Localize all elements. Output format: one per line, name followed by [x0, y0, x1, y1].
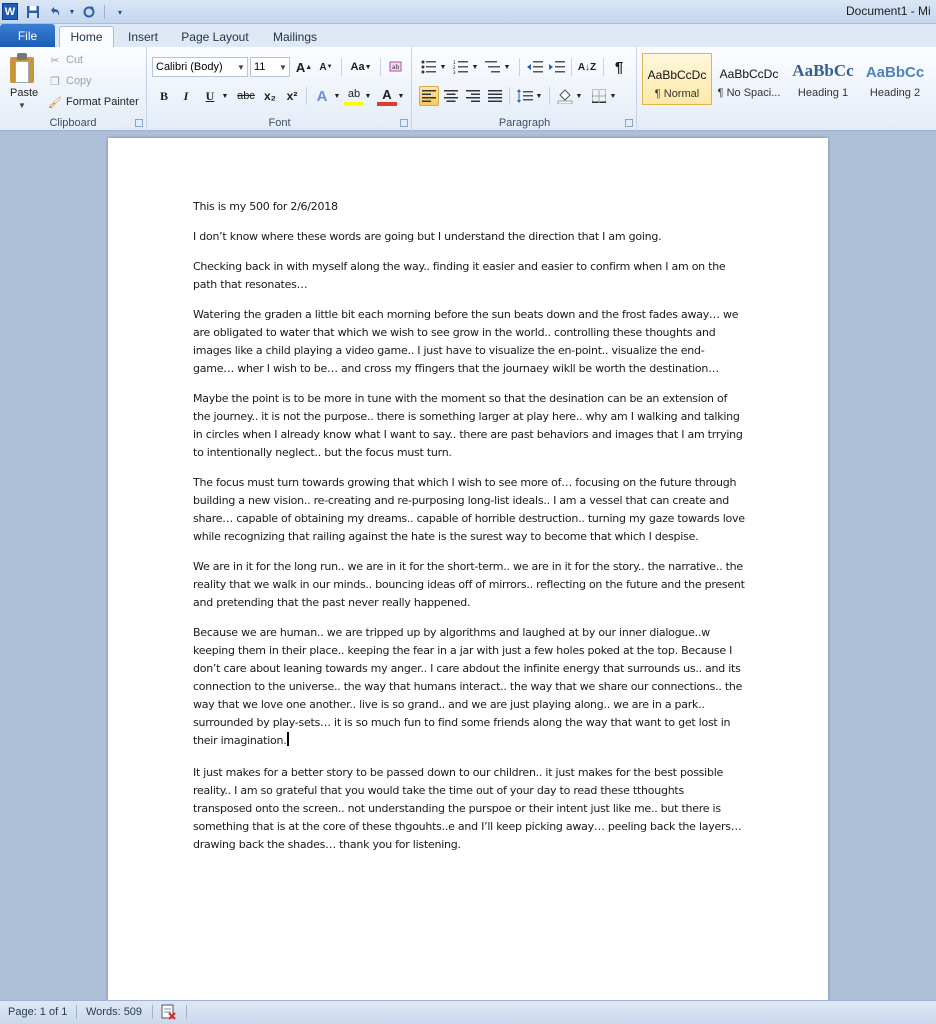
- justify-icon[interactable]: [485, 86, 505, 106]
- numbering-icon[interactable]: [451, 57, 471, 77]
- clipboard-launcher-icon[interactable]: [135, 119, 143, 127]
- chevron-down-icon: ▼: [237, 62, 245, 72]
- italic-button[interactable]: I: [183, 88, 189, 103]
- paragraph-separator: [571, 58, 572, 76]
- style-heading-2[interactable]: [860, 53, 930, 105]
- style-name: Heading 1: [797, 87, 849, 99]
- status-separator: [152, 1005, 153, 1019]
- copy-icon: ❐: [50, 75, 60, 88]
- document-paragraph[interactable]: Checking back in with myself along the way.. finding it easier and easier to confirm when I am on the path that resonates…: [193, 260, 726, 291]
- ribbon-tabs: [0, 24, 936, 47]
- multilevel-list-icon[interactable]: [483, 57, 503, 77]
- paragraph-separator: [603, 58, 604, 76]
- format-painter-label: Format Painter: [66, 96, 139, 108]
- document-page[interactable]: [108, 138, 828, 1000]
- show-formatting-button[interactable]: ¶: [614, 58, 624, 76]
- document-paragraph[interactable]: Watering the graden a little bit each morning before the sun beats down and the frost fades away… we are obligated to water that which we wish to see grow in the world.. controlling these thoughts and images like a child playing a video game.. I just have to visualize the en-point.. visualize the end-game… wher I wish to be… and cross my ffingers that the journaey wikll be worth the destination…: [193, 308, 739, 375]
- paragraph-launcher-icon[interactable]: [625, 119, 633, 127]
- strikethrough-button[interactable]: abc: [237, 90, 255, 102]
- text-cursor: [287, 732, 289, 746]
- style-sample: AaBbCcDc: [647, 68, 707, 82]
- font-color-dropdown-icon[interactable]: ▼: [397, 92, 405, 100]
- sort-button[interactable]: A↓Z: [577, 61, 597, 73]
- paste-button[interactable]: Paste: [10, 87, 39, 99]
- proofing-icon[interactable]: [160, 1004, 178, 1020]
- highlight-button[interactable]: ab: [344, 86, 364, 106]
- borders-icon[interactable]: [589, 86, 609, 106]
- document-area[interactable]: [0, 132, 936, 1000]
- font-group-label: Font: [268, 117, 291, 129]
- copy-label: Copy: [66, 75, 92, 87]
- decrease-indent-icon[interactable]: [525, 57, 545, 77]
- title-bar: [0, 0, 936, 24]
- bullets-dropdown-icon[interactable]: ▼: [439, 63, 447, 71]
- underline-dropdown-icon[interactable]: ▼: [221, 92, 229, 100]
- paragraph-group: [413, 47, 637, 131]
- clipboard-group-label: Clipboard: [49, 117, 97, 129]
- tab-home[interactable]: Home: [59, 26, 114, 47]
- document-paragraph[interactable]: I don’t know where these words are going but I understand the direction that I am going.: [193, 230, 662, 243]
- word-app-icon[interactable]: W: [2, 3, 18, 20]
- styles-gallery: [642, 53, 936, 105]
- font-family-select[interactable]: [152, 57, 248, 77]
- align-center-icon[interactable]: [441, 86, 461, 106]
- font-separator: [306, 87, 307, 105]
- document-paragraph[interactable]: Maybe the point is to be more in tune with the moment so that the desination can be an extension of the journey.. it is not the purpose.. there is something larger at play here.. why am I walking and talking in circles when I already know what I want to say.. there are past behaviors and images that I am trrying to intentionally neglect.. but the focus must turn.: [193, 392, 743, 459]
- paragraph-group-label: Paragraph: [498, 117, 551, 129]
- grow-font-button[interactable]: A ▲: [295, 59, 313, 75]
- clipboard-group: [0, 47, 147, 131]
- numbering-dropdown-icon[interactable]: ▼: [471, 63, 479, 71]
- underline-button[interactable]: U: [205, 88, 215, 103]
- paragraph-separator: [509, 87, 510, 105]
- font-size-select[interactable]: [250, 57, 290, 77]
- svg-text:2: 2: [453, 65, 456, 70]
- highlight-dropdown-icon[interactable]: ▼: [364, 92, 372, 100]
- multilevel-dropdown-icon[interactable]: ▼: [503, 63, 511, 71]
- shrink-font-button[interactable]: A ▼: [319, 61, 333, 73]
- font-separator: [341, 58, 342, 76]
- format-painter-button[interactable]: [48, 93, 139, 111]
- tab-file[interactable]: File: [0, 24, 55, 47]
- font-launcher-icon[interactable]: [400, 119, 408, 127]
- style-name: ¶ No Spaci...: [717, 87, 781, 99]
- svg-text:1: 1: [453, 60, 456, 65]
- customize-qat-icon[interactable]: ▾: [117, 7, 122, 17]
- superscript-button[interactable]: x²: [286, 89, 298, 103]
- copy-button[interactable]: [48, 72, 92, 90]
- undo-icon[interactable]: [46, 3, 64, 21]
- ribbon: [0, 47, 936, 131]
- align-right-icon[interactable]: [463, 86, 483, 106]
- chevron-down-icon: ▼: [279, 62, 287, 72]
- status-separator: [76, 1005, 77, 1019]
- style-heading-1[interactable]: [788, 53, 858, 105]
- page-count[interactable]: Page: 1 of 1: [8, 1006, 68, 1018]
- font-separator: [380, 58, 381, 76]
- style-sample: AaBbCc: [792, 61, 854, 80]
- paintbrush-icon: 🖌: [48, 96, 62, 109]
- line-spacing-dropdown-icon[interactable]: ▼: [535, 92, 543, 100]
- tab-page-layout[interactable]: Page Layout: [181, 29, 249, 44]
- svg-text:3: 3: [453, 70, 456, 74]
- clear-formatting-icon[interactable]: [386, 57, 406, 77]
- window-title: Document1 - Mi: [846, 4, 931, 18]
- style-name: ¶ Normal: [654, 88, 700, 100]
- scissors-icon: ✂: [50, 54, 60, 67]
- tab-mailings[interactable]: Mailings: [272, 29, 317, 44]
- save-icon[interactable]: [24, 3, 42, 21]
- change-case-button[interactable]: Aa ▼: [350, 61, 372, 73]
- line-spacing-icon[interactable]: [515, 86, 535, 106]
- word-count[interactable]: Words: 509: [86, 1006, 143, 1018]
- quick-access-toolbar: [24, 3, 129, 21]
- document-paragraph[interactable]: It just makes for a better story to be passed down to our children.. it just makes for the best possible reality.. I am so grateful that you would take the time out of your day to read these tthoughts transposed onto the screen.. not understanding the purspoe or their intent just like me.. but there is something that is at the core of these thgouhts..e and I’ll keep picking away… peeling back the layers… drawing back the shades… thank you for listening.: [193, 766, 742, 851]
- paragraph-separator: [519, 58, 520, 76]
- document-paragraph[interactable]: We are in it for the long run.. we are in it for the short-term.. we are in it for the story.. the narrative.. the reality that we walk in our minds.. bouncing ideas off of mirrors.. reflecting on the future and the present and pretending that the past never really happened.: [193, 560, 745, 609]
- style-normal[interactable]: [642, 53, 712, 105]
- document-paragraph[interactable]: This is my 500 for 2/6/2018: [193, 200, 338, 213]
- cut-button[interactable]: [48, 51, 83, 69]
- font-family-value: Calibri (Body): [156, 61, 223, 73]
- tab-insert[interactable]: Insert: [127, 29, 158, 44]
- paste-dropdown-icon[interactable]: ▼: [18, 101, 26, 110]
- paste-icon[interactable]: [10, 53, 34, 83]
- bullets-icon[interactable]: [419, 57, 439, 77]
- font-color-button[interactable]: A: [377, 86, 397, 106]
- font-group: [148, 47, 412, 131]
- subscript-button[interactable]: x₂: [263, 89, 276, 103]
- status-bar: [0, 1000, 936, 1024]
- style-no-spacing[interactable]: [714, 53, 784, 105]
- shading-dropdown-icon[interactable]: ▼: [575, 92, 583, 100]
- style-sample: AaBbCc: [865, 64, 925, 81]
- paragraph-separator: [549, 87, 550, 105]
- svg-text:ab: ab: [392, 64, 400, 71]
- font-size-value: 11: [254, 61, 266, 73]
- document-paragraph[interactable]: [193, 624, 745, 750]
- document-paragraph-text: Because we are human.. we are tripped up by algorithms and laughed at by our inner dialogue..w keeping them in their place.. keeping the fear in a jar with just a few holes poked at the top. Because I don’t care about leaning towards my anger.. I care abdout the infinite energy that surrounds us.. and its connection to the universe.. the way that humans interact.. the way that we share our connections.. the way that we love one another.. live is so grand.. and we are just playing along.. we are in a park.. surrounded by play-sets… it is so much fun to find some friends along the way that want to get lost in their imagination.: [193, 626, 743, 747]
- document-paragraph[interactable]: The focus must turn towards growing that which I wish to see more of… focusing on the future through building a new vision.. re-creating and re-purposing long-list ideals.. I am a vessel that can create and share… capable of obtaining my dreams.. capable of horrible destruction.. turning my gaze towards love while recognizing that railing against the hate is the surest way to become that which I despise.: [193, 476, 745, 543]
- cut-label: Cut: [66, 54, 84, 66]
- status-separator: [186, 1005, 187, 1019]
- bold-button[interactable]: B: [159, 88, 168, 103]
- align-left-icon[interactable]: [419, 86, 439, 106]
- style-sample: AaBbCcDc: [719, 67, 779, 81]
- qat-separator: [104, 5, 105, 19]
- undo-dropdown-icon[interactable]: ▼: [68, 8, 76, 16]
- shading-icon[interactable]: [555, 86, 575, 106]
- increase-indent-icon[interactable]: [547, 57, 567, 77]
- redo-icon[interactable]: [80, 3, 98, 21]
- text-effects-button[interactable]: A: [316, 87, 328, 105]
- borders-dropdown-icon[interactable]: ▼: [609, 92, 617, 100]
- text-effects-dropdown-icon[interactable]: ▼: [333, 92, 341, 100]
- style-name: Heading 2: [869, 87, 921, 99]
